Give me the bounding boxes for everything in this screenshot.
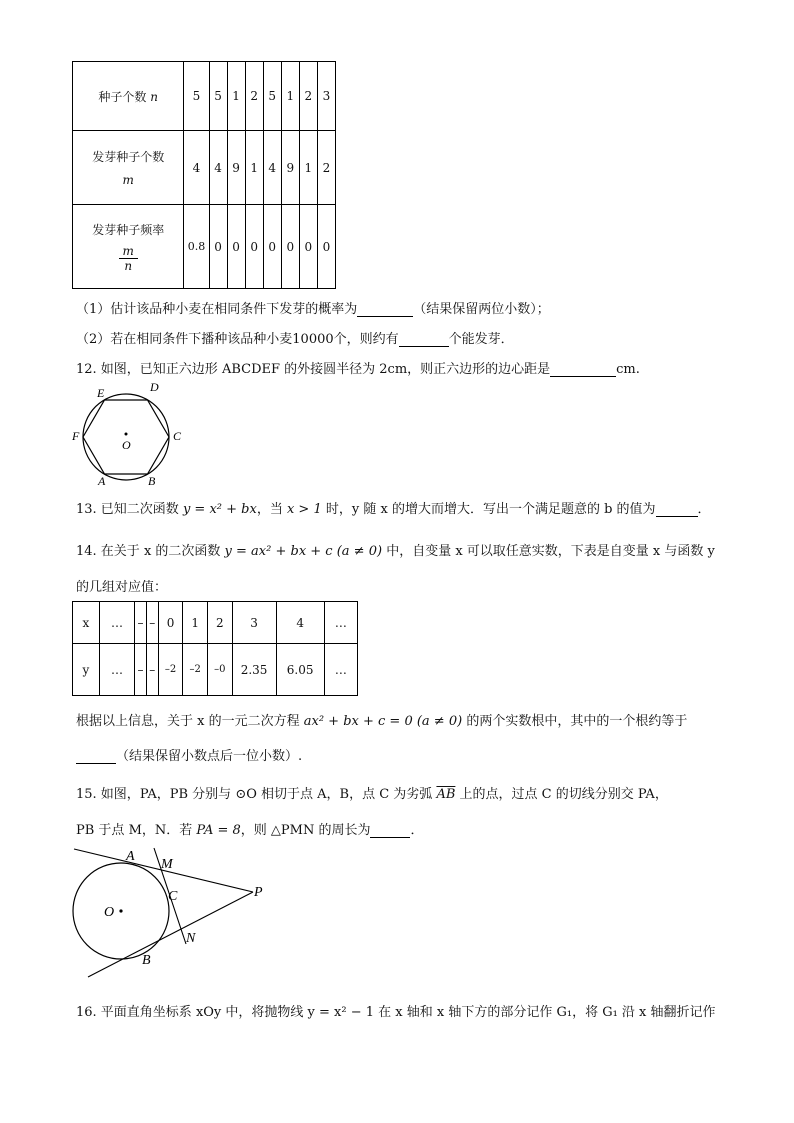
- table-cell: 1: [227, 62, 245, 131]
- table-cell: 0: [263, 205, 281, 289]
- table-cell: –0: [207, 644, 232, 696]
- hexagon: [83, 400, 169, 474]
- label-b: B: [148, 474, 156, 488]
- table-cell: 5: [209, 62, 227, 131]
- table-cell: 1: [183, 602, 208, 644]
- table-cell: –: [135, 644, 147, 696]
- table-row: [73, 62, 336, 131]
- table-row: [73, 602, 358, 644]
- label-p: P: [254, 885, 263, 900]
- table-cell: 9: [281, 131, 299, 205]
- table-row: [73, 644, 358, 696]
- tangent-figure: [66, 840, 276, 980]
- label-f: F: [72, 429, 80, 443]
- table-cell: 0: [299, 205, 317, 289]
- label-b: B: [142, 953, 151, 968]
- circumcircle: [83, 394, 169, 480]
- label-o: O: [122, 438, 131, 452]
- table-cell: 3: [317, 62, 335, 131]
- table-cell: y: [73, 644, 100, 696]
- center-point: [119, 909, 122, 912]
- table-cell: –2: [158, 644, 183, 696]
- table-cell: 4: [184, 131, 209, 205]
- table-cell: 1: [281, 62, 299, 131]
- table-cell: 2: [317, 131, 335, 205]
- q14-text: 14. 在关于 x 的二次函数 y = ax² + bx + c (a ≠ 0) 中，自变量 x 可以取任意实数，下表是自变量 x 与函数 y: [76, 544, 715, 559]
- xy-table: [72, 601, 358, 696]
- label-d: D: [150, 380, 159, 394]
- answer-blank[interactable]: [76, 751, 116, 764]
- table-cell: –: [135, 602, 147, 644]
- q14-after-line2: （结果保留小数点后一位小数）.: [76, 745, 302, 764]
- table-cell: 1: [299, 131, 317, 205]
- row-label: 种子个数 n: [73, 62, 184, 131]
- table-cell: 9: [227, 131, 245, 205]
- seed-table: [72, 61, 336, 289]
- answer-blank[interactable]: [370, 825, 410, 838]
- table-cell: 4: [209, 131, 227, 205]
- table-cell: 5: [184, 62, 209, 131]
- table-cell: –: [146, 602, 158, 644]
- table-cell: 4: [263, 131, 281, 205]
- label-o: O: [104, 905, 115, 920]
- table-cell: …: [99, 644, 134, 696]
- table-cell: …: [324, 644, 357, 696]
- table-cell: –2: [183, 644, 208, 696]
- table-cell: x: [73, 602, 100, 644]
- answer-blank[interactable]: [656, 504, 698, 517]
- q12-text: 12. 如图，已知正六边形 ABCDEF 的外接圆半径为 2cm，则正六边形的边心距是 cm.: [76, 362, 640, 377]
- center-point: [125, 433, 128, 436]
- label-c: C: [173, 429, 182, 443]
- label-m: M: [161, 857, 173, 872]
- table-cell: 3: [232, 602, 276, 644]
- row-label: 发芽种子频率 $\frac{m}{n}$: [73, 205, 184, 289]
- table-row: [73, 205, 336, 289]
- table-cell: 1: [245, 131, 263, 205]
- q13-text: 13. 已知二次函数 y = x² + bx，当 x > 1 时，y 随 x 的增大而增大．写出一个满足题意的 b 的值为 ．: [76, 502, 711, 517]
- label-n: N: [186, 931, 196, 946]
- table-cell: 0: [158, 602, 183, 644]
- table-cell: 0.8: [184, 205, 209, 289]
- table-cell: 4: [276, 602, 324, 644]
- table-cell: …: [324, 602, 357, 644]
- answer-blank[interactable]: [399, 334, 449, 347]
- label-a: A: [126, 849, 135, 864]
- q15-text-line2: PB 于点 M，N．若 PA = 8，则 △PMN 的周长为 ．: [76, 823, 424, 838]
- q14-text-line2: 的几组对应值：: [76, 580, 168, 595]
- label-a: A: [98, 474, 106, 488]
- table-cell: 2: [299, 62, 317, 131]
- hexagon-figure: [66, 378, 196, 490]
- label-e: E: [97, 386, 105, 400]
- row-label: 发芽种子个数 m: [73, 131, 184, 205]
- table-cell: 0: [227, 205, 245, 289]
- table-cell: 2: [207, 602, 232, 644]
- table-cell: 0: [245, 205, 263, 289]
- table-cell: 5: [263, 62, 281, 131]
- table-cell: 0: [317, 205, 335, 289]
- q11-part1: （1）估计该品种小麦在相同条件下发芽的概率为 （结果保留两位小数）；: [76, 302, 550, 317]
- q11-part2: （2）若在相同条件下播种该品种小麦10000个，则约有 个能发芽．: [76, 332, 514, 347]
- answer-blank[interactable]: [550, 364, 616, 377]
- table-cell: 6.05: [276, 644, 324, 696]
- label-c: C: [168, 889, 178, 904]
- table-cell: 0: [209, 205, 227, 289]
- table-row: [73, 131, 336, 205]
- q15-text-line1: 15. 如图，PA，PB 分别与 ⊙O 相切于点 A，B，点 C 为劣弧 $\overline{AB}$ 上的点，过点 C 的切线分别交 PA，: [76, 787, 668, 802]
- table-cell: …: [99, 602, 134, 644]
- q14-after-line1: 根据以上信息，关于 x 的一元二次方程 ax² + bx + c = 0 (a ≠ 0) 的两个实数根中，其中的一个根约等于: [76, 714, 688, 729]
- answer-blank[interactable]: [357, 304, 413, 317]
- table-cell: 2: [245, 62, 263, 131]
- table-cell: –: [146, 644, 158, 696]
- q16-text: 16. 平面直角坐标系 xOy 中，将抛物线 y = x² − 1 在 x 轴和 x 轴下方的部分记作 G₁，将 G₁ 沿 x 轴翻折记作: [76, 1005, 716, 1020]
- table-cell: 2.35: [232, 644, 276, 696]
- table-cell: 0: [281, 205, 299, 289]
